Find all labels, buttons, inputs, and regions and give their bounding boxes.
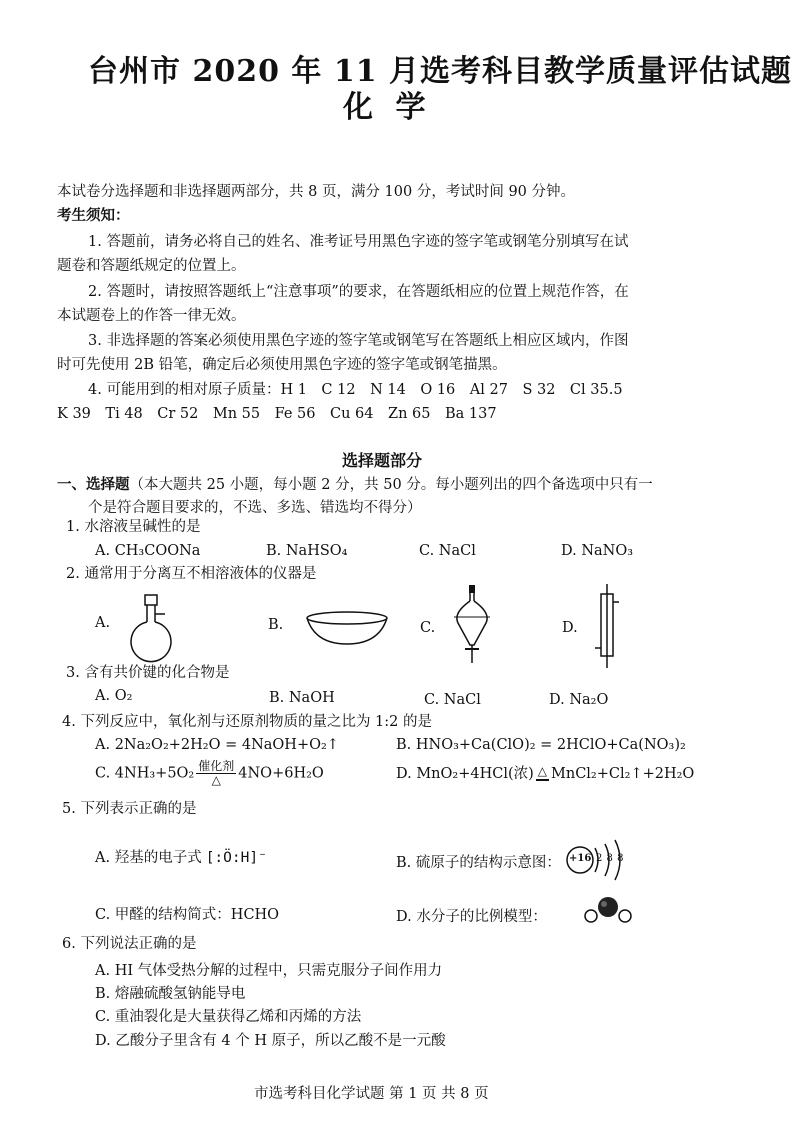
q6-stem: 6. 下列说法正确的是 <box>62 936 197 952</box>
notice-item-4-line-1: 4. 可能用到的相对原子质量：H 1 C 12 N 14 O 16 Al 27 S 32 Cl 35.5 <box>88 382 623 398</box>
hydroxyl-electron-formula: [:Ö:H]⁻ <box>205 850 267 866</box>
round-bottom-flask-icon <box>125 592 185 662</box>
water-molecule-model-icon <box>583 896 633 926</box>
notice-item-2-line-2: 本试题卷上的作答一律无效。 <box>57 308 246 324</box>
condenser-tube-icon <box>592 582 622 672</box>
q4-stem: 4. 下列反应中，氧化剂与还原剂物质的量之比为 1:2 的是 <box>62 714 432 730</box>
q4-option-c-condition <box>196 760 236 787</box>
notice-item-2-line-1: 2. 答题时，请按照答题纸上“注意事项”的要求，在答题纸相应的位置上规范作答，在 <box>88 284 629 300</box>
notice-item-1-line-1: 1. 答题前，请务必将自己的姓名、准考证号用黑色字迹的签字笔或钢笔分别填写在试 <box>88 234 629 250</box>
sulfur-atom-diagram <box>565 842 645 882</box>
q6-option-d: D. 乙酸分子里含有 4 个 H 原子，所以乙酸不是一元酸 <box>95 1033 446 1049</box>
q2-stem: 2. 通常用于分离互不相溶液体的仪器是 <box>66 566 317 582</box>
q3-option-b: B. NaOH <box>269 690 335 706</box>
notice-item-1-line-2: 题卷和答题纸规定的位置上。 <box>57 258 246 274</box>
page-footer: 市选考科目化学试题 第 1 页 共 8 页 <box>254 1086 489 1102</box>
q2-option-c: C. <box>420 620 436 636</box>
q3-stem: 3. 含有共价键的化合物是 <box>66 665 230 681</box>
notice-item-4-line-2: K 39 Ti 48 Cr 52 Mn 55 Fe 56 Cu 64 Zn 65 Ba 137 <box>57 406 497 422</box>
q1-option-d: D. NaNO₃ <box>561 543 634 559</box>
q4-option-a: A. 2Na₂O₂+2H₂O = 4NaOH+O₂↑ <box>95 737 339 753</box>
q5-option-a <box>95 846 267 867</box>
separatory-funnel-icon <box>448 583 498 668</box>
section-title: 选择题部分 <box>342 451 423 470</box>
q3-option-d: D. Na₂O <box>549 692 609 708</box>
q4-heat-label: △ <box>211 773 221 788</box>
subject-title: 化 学 <box>343 90 432 125</box>
q1-option-c: C. NaCl <box>419 543 476 559</box>
q6-option-b: B. 熔融硫酸氢钠能导电 <box>95 986 246 1002</box>
q4-option-b: B. HNO₃+Ca(ClO)₂ = 2HClO+Ca(NO₃)₂ <box>396 737 686 753</box>
q4-option-c-products: 4NO+6H₂O <box>238 765 324 782</box>
q6-option-c: C. 重油裂化是大量获得乙烯和丙烯的方法 <box>95 1009 362 1025</box>
sulfur-shell-electrons: 2 8 8 <box>596 853 624 864</box>
q4-option-d <box>396 762 694 783</box>
q5-option-c: C. 甲醛的结构简式：HCHO <box>95 907 280 923</box>
q1-stem: 1. 水溶液呈碱性的是 <box>66 519 201 535</box>
notice-item-3-line-1: 3. 非选择题的答案必须使用黑色字迹的签字笔或钢笔写在答题纸上相应区域内，作图 <box>88 333 629 349</box>
part-heading <box>57 476 653 494</box>
notice-heading: 考生须知： <box>57 207 130 224</box>
exam-intro: 本试卷分选择题和非选择题两部分，共 8 页，满分 100 分，考试时间 90 分钟。 <box>57 184 576 200</box>
part-description-line-2: 个是符合题目要求的，不选、多选、错选均不得分） <box>88 500 422 516</box>
q4-option-d-reactants: D. MnO₂+4HCl(浓) <box>396 766 534 782</box>
q4-option-d-products: MnCl₂+Cl₂↑+2H₂O <box>551 766 695 782</box>
q5-option-d: D. 水分子的比例模型： <box>396 909 547 925</box>
q2-option-b: B. <box>268 617 284 633</box>
q5-option-b: B. 硫原子的结构示意图： <box>396 855 561 871</box>
part-description: （本大题共 25 小题，每小题 2 分，共 50 分。每小题列出的四个备选项中只有一 <box>129 477 653 493</box>
part-label: 一、选择题 <box>57 476 130 493</box>
q5-stem: 5. 下列表示正确的是 <box>62 801 197 817</box>
q2-option-a: A. <box>95 615 111 631</box>
q4-option-d-condition <box>536 765 549 782</box>
q4-option-c <box>95 760 324 787</box>
q1-option-a: A. CH₃COONa <box>95 543 201 559</box>
q2-option-d: D. <box>562 620 578 636</box>
q4-d-heat-label: △ <box>537 764 548 779</box>
q4-option-c-reactants: C. 4NH₃+5O₂ <box>95 765 195 782</box>
exam-title: 台州市 2020 年 11 月选考科目教学质量评估试题 <box>88 54 793 89</box>
q3-option-c: C. NaCl <box>424 692 481 708</box>
q3-option-a: A. O₂ <box>95 688 133 704</box>
q4-catalyst-label: 催化剂 <box>198 759 235 773</box>
q5-option-a-text: A. 羟基的电子式 <box>95 850 202 866</box>
notice-item-3-line-2: 时可先使用 2B 铅笔，确定后必须使用黑色字迹的签字笔或钢笔描黑。 <box>57 357 507 373</box>
sulfur-nucleus-charge: +16 <box>569 853 592 864</box>
q1-option-b: B. NaHSO₄ <box>266 543 348 559</box>
evaporating-dish-icon <box>305 610 395 650</box>
q6-option-a: A. HI 气体受热分解的过程中，只需克服分子间作用力 <box>95 963 443 979</box>
